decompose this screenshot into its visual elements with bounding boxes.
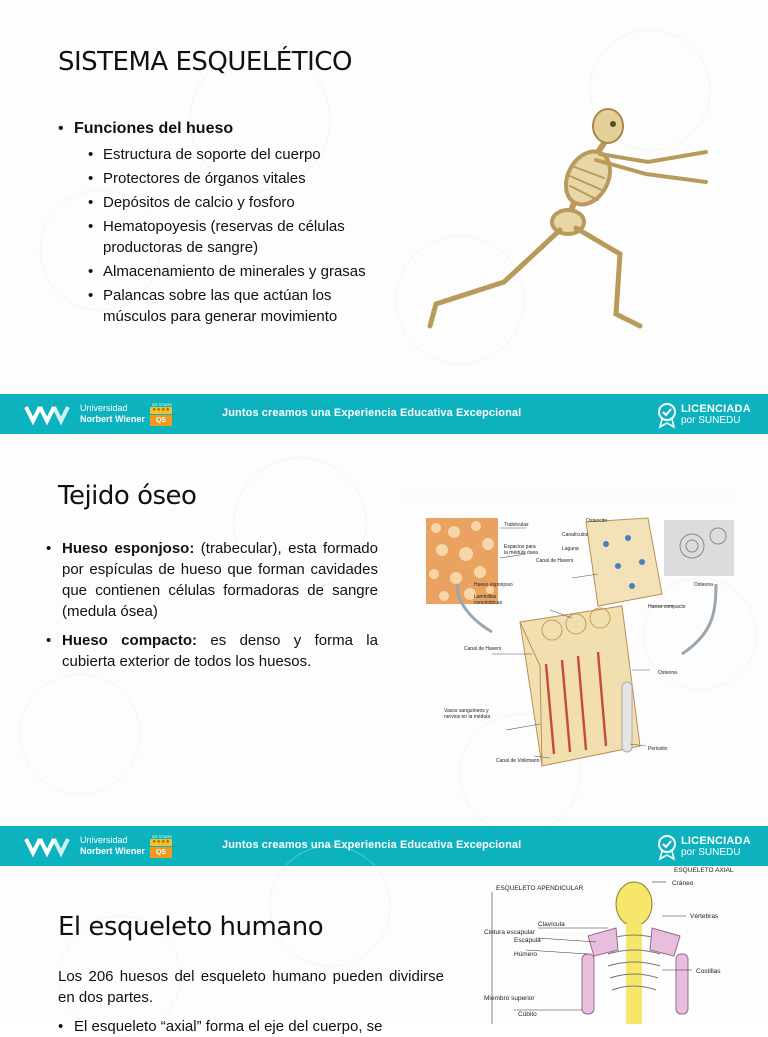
university-name: Universidad Norbert Wiener (80, 835, 145, 856)
diagram-label: Laminillas (474, 594, 497, 600)
list-item: • Hematopoyesis (reservas de células productoras de sangre) (88, 216, 398, 258)
diagram-label: Canal de Volkmann (496, 758, 540, 764)
intro-paragraph: Los 206 huesos del esqueleto humano pueden dividirse en dos partes. (58, 968, 444, 1006)
diagram-label: Osteocito (586, 518, 608, 524)
diagram-label: Osteona (658, 670, 677, 676)
list-item: • El esqueleto “axial” forma el eje del cuerpo, se (58, 1016, 444, 1037)
functions-sublist (74, 144, 398, 327)
diagram-label: Cúbito (518, 1011, 537, 1018)
brand-footer (0, 826, 768, 866)
diagram-label: Húmero (514, 951, 538, 958)
diagram-label: Osteona (694, 582, 713, 588)
university-name: Universidad Norbert Wiener (80, 403, 145, 424)
list-item: • Hueso compacto: es denso y forma la cubierta exterior de todos los huesos. (46, 630, 378, 672)
brand-footer (0, 394, 768, 434)
diagram-label: Escápula (514, 937, 541, 944)
diagram-label: nervios en la médula (444, 714, 491, 720)
university-logo-icon (24, 835, 72, 857)
university-logo-icon (24, 403, 72, 425)
slide-sistema-esqueletico (0, 0, 768, 394)
list-item: • Protectores de órganos vitales (88, 168, 398, 189)
diagram-label: Cráneo (672, 880, 694, 887)
diagram-label: Canalículos (562, 532, 589, 538)
list-item: • Almacenamiento de minerales y grasas (88, 261, 398, 282)
diagram-label: Vértebras (690, 913, 719, 920)
bone-types-list (46, 538, 378, 680)
license-label: LICENCIADA por SUNEDU (681, 835, 751, 858)
diagram-label: la médula ósea (504, 550, 538, 556)
diagram-label: Hueso compacto (648, 604, 686, 610)
diagram-label: concéntricas (474, 600, 503, 606)
diagram-label: Vasos sanguíneos y (444, 708, 489, 714)
diagram-label: Canal de Havers (464, 646, 502, 652)
tagline: Juntos creamos una Experiencia Educativa Excepcional (222, 839, 522, 851)
qs-stars-badge: QS STARS ★★★★ QS (152, 834, 172, 856)
diagram-label: Laguna (562, 546, 579, 552)
diagram-label: Miembro superior (484, 995, 535, 1002)
list-item: • Palancas sobre las que actúan los músculos para generar movimiento (88, 285, 398, 327)
functions-heading: • Funciones del hueso • Estructura de soporte del cuerpo • Protectores de órganos vitales • Depósitos de calcio y fosforo • Hematopoyesis (reservas de células productoras de sangre) • Almacenamiento de minerales y grasas • Palancas sobre las que actúan los músculos para generar movimiento (58, 118, 398, 327)
qs-stars-badge: QS STARS ★★★★ QS (152, 402, 172, 424)
axial-appendicular-skeleton-diagram (478, 867, 738, 1024)
license-seal-icon (656, 402, 678, 428)
page-title: SISTEMA ESQUELÉTICO (58, 47, 352, 77)
list-item: • Estructura de soporte del cuerpo (88, 144, 398, 165)
diagram-label: Cintura escapular (484, 929, 535, 936)
tagline: Juntos creamos una Experiencia Educativa Excepcional (222, 407, 522, 419)
list-item: • Hueso esponjoso: (trabecular), esta formado por espículas de hueso que forman cavidades que contienen células formadoras de sangre (medula ósea) (46, 538, 378, 622)
functions-list (58, 118, 398, 330)
diagram-label: Costillas (696, 968, 721, 975)
list-item: • Depósitos de calcio y fosforo (88, 192, 398, 213)
slide-tejido-oseo (0, 434, 768, 826)
skeleton-lunge-illustration (420, 104, 716, 344)
slide-esqueleto-humano (0, 866, 768, 1035)
diagram-label: Periostio (648, 746, 668, 752)
diagram-label: ESQUELETO APENDICULAR (496, 885, 584, 892)
diagram-label: Clavícula (538, 921, 565, 928)
diagram-label: Trabéculas (504, 522, 529, 528)
license-label: LICENCIADA por SUNEDU (681, 403, 751, 426)
diagram-label: Hueso esponjoso (474, 582, 513, 588)
license-seal-icon (656, 834, 678, 860)
page-title: Tejido óseo (58, 481, 197, 511)
diagram-label: Espacios para (504, 544, 536, 550)
bone-tissue-diagram (422, 514, 738, 770)
page-title: El esqueleto humano (58, 912, 324, 942)
diagram-label: Canal de Havers (536, 558, 574, 564)
diagram-label: ESQUELETO AXIAL (674, 867, 734, 874)
